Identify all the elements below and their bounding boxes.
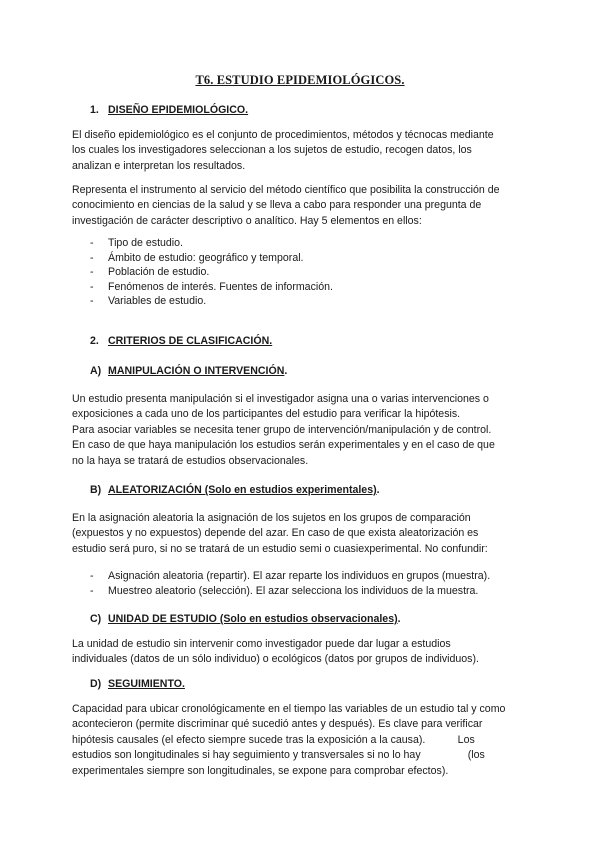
paragraph: [72, 128, 534, 174]
text-line: La unidad de estudio sin intervenir como investigador puede dar lugar a estudios: [72, 638, 451, 650]
text-line: Para asociar variables se necesita tener grupo de intervención/manipulación y de control.: [72, 423, 492, 436]
heading-suffix: .: [284, 365, 288, 377]
subsection-a-heading: [90, 364, 287, 379]
paragraph: [72, 637, 534, 668]
list-item: - Variables de estudio.: [90, 294, 333, 309]
page-title: T6. ESTUDIO EPIDEMIOLÓGICOS.: [195, 73, 405, 87]
text-line: estudio será puro, si no se tratará de un estudio semi o cuasiexperimental. No confundir:: [72, 542, 488, 555]
list-item: - Tipo de estudio.: [90, 236, 333, 251]
text-line: acontecieron (permite discriminar qué sucedió antes y después). Es clave para verificar: [72, 718, 483, 731]
section-1-heading: [90, 103, 248, 118]
list-item: - Ámbito de estudio: geográfico y temporal.: [90, 251, 333, 266]
text-line: En la asignación aleatoria la asignación de los sujetos en los grupos de comparación: [72, 512, 471, 524]
paragraph: [72, 392, 534, 469]
subsection-title: ALEATORIZACIÓN (Solo en estudios experimentales): [108, 484, 377, 496]
text-line: individuales (datos de un sólo individuo) o ecológicos (datos por grupos de individuos).: [72, 653, 479, 666]
list-item: - Muestreo aleatorio (selección). El azar selecciona los individuos de la muestra.: [90, 584, 490, 599]
paragraph: [72, 511, 534, 557]
section-title: CRITERIOS DE CLASIFICACIÓN.: [108, 335, 273, 347]
list-item: - Población de estudio.: [90, 265, 333, 280]
text-line: hipótesis causales (el efecto siempre sucede tras la exposición a la causa). Los: [72, 733, 475, 746]
subsection-c-heading: [90, 612, 401, 627]
list-item: - Asignación aleatoria (repartir). El azar reparte los individuos en grupos (muestra).: [90, 569, 490, 584]
subsection-d-heading: [90, 677, 185, 692]
heading-suffix: .: [397, 613, 401, 625]
text-line: En caso de que haya manipulación los estudios serán experimentales y en el caso de que: [72, 439, 495, 452]
text-line: experimentales siempre son longitudinales, se expone para comprobar efectos).: [72, 764, 449, 777]
text-line: analizan e interpretan los resultados.: [72, 159, 246, 172]
subsection-title: UNIDAD DE ESTUDIO (Solo en estudios observacionales): [108, 613, 398, 625]
text-line: no la haya se tratará de estudios observacionales.: [72, 454, 309, 467]
section-title: DISEÑO EPIDEMIOLÓGICO.: [108, 104, 249, 116]
paragraph: [72, 702, 534, 779]
text-line: estudios son longitudinales si hay seguimiento y transversales si no lo hay (los: [72, 749, 485, 762]
paragraph: [72, 183, 534, 229]
text-line: Capacidad para ubicar cronológicamente en el tiempo las variables de un estudio tal y como: [72, 703, 506, 715]
text-line: los cuales los investigadores seleccionan a los sujetos de estudio, recogen datos, los: [72, 144, 472, 157]
subsection-title: SEGUIMIENTO.: [108, 678, 185, 690]
text-line: Representa el instrumento al servicio del método científico que posibilita la construcción de: [72, 184, 500, 196]
text-line: El diseño epidemiológico es el conjunto de procedimientos, métodos y técnocas mediante: [72, 129, 494, 141]
text-line: Un estudio presenta manipulación si el investigador asigna una o varias intervenciones o: [72, 393, 489, 405]
section-number: 1.: [90, 104, 99, 116]
text-line: conocimiento en ciencias de la salud y se lleva a cabo para responder una pregunta de: [72, 199, 482, 212]
subsection-letter: B): [90, 484, 102, 496]
confusion-list: [90, 569, 490, 598]
elements-list: [90, 236, 333, 309]
text-line: (expuestos y no expuestos) depende del azar. En caso de que exista aleatorización es: [72, 527, 479, 540]
heading-suffix: .: [376, 484, 380, 496]
text-line: investigación de carácter descriptivo o analítico. Hay 5 elementos en ellos:: [72, 214, 422, 227]
section-number: 2.: [90, 335, 99, 347]
subsection-letter: D): [90, 678, 102, 690]
subsection-letter: A): [90, 365, 102, 377]
section-2-heading: [90, 334, 272, 349]
list-item: - Fenómenos de interés. Fuentes de información.: [90, 280, 333, 295]
subsection-b-heading: [90, 483, 380, 498]
subsection-letter: C): [90, 613, 102, 625]
subsection-title: MANIPULACIÓN O INTERVENCIÓN: [108, 365, 285, 377]
text-line: exposiciones a cada uno de los participantes del estudio para verificar la hipótesis.: [72, 408, 461, 421]
